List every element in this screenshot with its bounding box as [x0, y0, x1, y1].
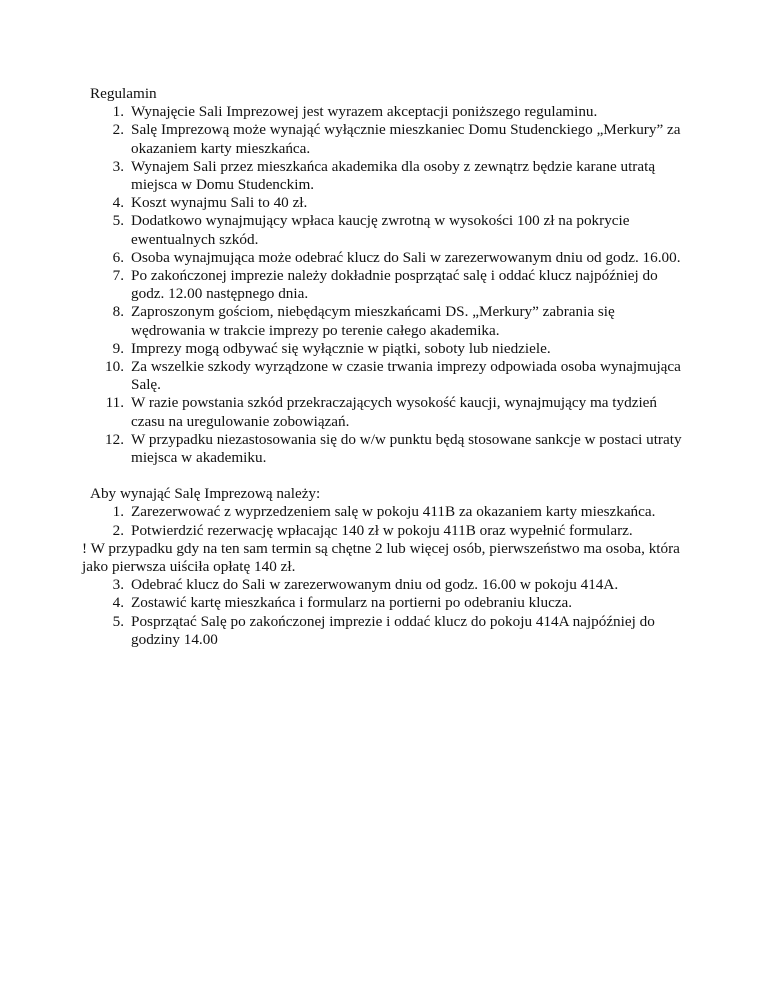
- priority-note: ! W przypadku gdy na ten sam termin są chętne 2 lub więcej osób, pierwszeństwo ma osoba, która jako pierwsza uiściła opłatę 140 zł.: [82, 539, 680, 576]
- list-item-number: 1.: [112, 103, 124, 121]
- list-item-text: Zaproszonym gościom, niebędącym mieszkańcami DS. „Merkury” zabrania się wędrowania w trakcie imprezy po terenie całego akademika.: [131, 303, 615, 339]
- list-item-number: 4.: [112, 594, 124, 612]
- list-item-text: Za wszelkie szkody wyrządzone w czasie trwania imprezy odpowiada osoba wynajmująca Salę.: [131, 358, 681, 394]
- list-item: [90, 431, 690, 467]
- list-item-number: 5.: [112, 612, 124, 630]
- list-item: [90, 121, 690, 157]
- list-item-number: 2.: [112, 121, 124, 139]
- list-item: [90, 249, 690, 267]
- list-item-number: 1.: [112, 503, 124, 521]
- list-item: [90, 267, 690, 303]
- list-item-number: 7.: [112, 267, 124, 285]
- list-item-number: 9.: [112, 339, 124, 357]
- list-item-text: Po zakończonej imprezie należy dokładnie posprzątać salę i oddać klucz najpóźniej do godz. 12.00 następnego dnia.: [131, 267, 658, 303]
- procedure-list-second: [90, 576, 690, 649]
- list-item-text: Potwierdzić rezerwację wpłacając 140 zł w pokoju 411B oraz wypełnić formularz.: [131, 521, 633, 539]
- list-item-number: 6.: [112, 248, 124, 266]
- list-item-number: 5.: [112, 212, 124, 230]
- list-item: [90, 522, 690, 540]
- list-item-number: 12.: [105, 430, 124, 448]
- list-item-number: 3.: [112, 157, 124, 175]
- list-item: [90, 194, 690, 212]
- section-spacer: [90, 467, 690, 485]
- list-item-text: Imprezy mogą odbywać się wyłącznie w piątki, soboty lub niedziele.: [131, 339, 551, 357]
- list-item: [90, 103, 690, 121]
- procedure-list-first: [90, 503, 690, 539]
- list-item-text: Wynajęcie Sali Imprezowej jest wyrazem akceptacji poniższego regulaminu.: [131, 103, 598, 121]
- list-item: [90, 503, 690, 521]
- list-item: [90, 358, 690, 394]
- list-item: [90, 613, 690, 649]
- list-item-text: Posprzątać Salę po zakończonej imprezie i oddać klucz do pokoju 414A najpóźniej do godziny 14.00: [131, 612, 655, 648]
- list-item: [90, 594, 690, 612]
- list-item-number: 11.: [105, 394, 124, 412]
- list-item: [90, 158, 690, 194]
- list-item-number: 10.: [105, 358, 124, 376]
- list-item-text: W razie powstania szkód przekraczających wysokość kaucji, wynajmujący ma tydzień czasu na uregulowanie zobowiązań.: [131, 394, 658, 430]
- list-item-text: Salę Imprezową może wynająć wyłącznie mieszkaniec Domu Studenckiego „Merkury” za okazaniem karty mieszkańca.: [131, 121, 681, 157]
- list-item-text: Koszt wynajmu Sali to 40 zł.: [131, 194, 308, 212]
- list-item-number: 8.: [112, 303, 124, 321]
- list-item-text: Dodatkowo wynajmujący wpłaca kaucję zwrotną w wysokości 100 zł na pokrycie ewentualnych szkód.: [131, 212, 630, 248]
- regulamin-list: [90, 103, 690, 467]
- list-item: [90, 212, 690, 248]
- list-item-text: Osoba wynajmująca może odebrać klucz do Sali w zarezerwowanym dniu od godz. 16.00.: [131, 248, 681, 266]
- list-item: [90, 394, 690, 430]
- list-item-number: 2.: [112, 521, 124, 539]
- list-item-text: Wynajem Sali przez mieszkańca akademika dla osoby z zewnątrz będzie karane utratą miejsca w Domu Studenckim.: [131, 157, 656, 194]
- list-item-text: Zostawić kartę mieszkańca i formularz na portierni po odebraniu klucza.: [131, 594, 573, 612]
- list-item-text: Zarezerwować z wyprzedzeniem salę w pokoju 411B za okazaniem karty mieszkańca.: [131, 503, 656, 521]
- list-item-number: 4.: [112, 194, 124, 212]
- list-item-number: 3.: [112, 576, 124, 594]
- list-item-text: W przypadku niezastosowania się do w/w punktu będą stosowane sankcje w postaci utraty miejsca w akademiku.: [131, 430, 682, 467]
- list-item: [90, 303, 690, 339]
- document-page: [82, 85, 690, 649]
- procedure-title: Aby wynająć Salę Imprezową należy:: [90, 485, 321, 503]
- regulamin-title: Regulamin: [90, 85, 157, 102]
- list-item-text: Odebrać klucz do Sali w zarezerwowanym dniu od godz. 16.00 w pokoju 414A.: [131, 576, 619, 594]
- list-item: [90, 340, 690, 358]
- list-item: [90, 576, 690, 594]
